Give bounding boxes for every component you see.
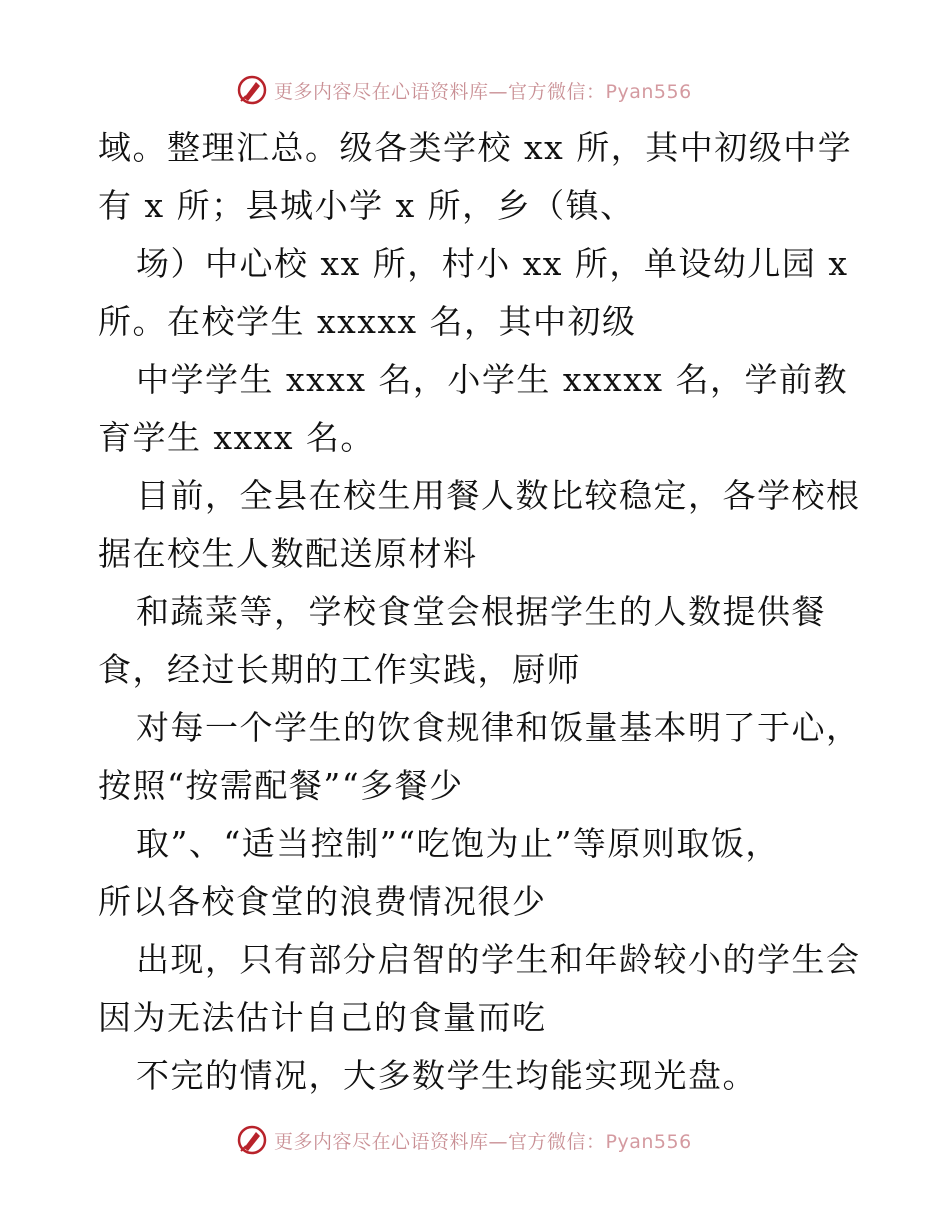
text-line: 有 x 所；县城小学 x 所，乡（镇、 xyxy=(98,186,635,225)
text-line: 据在校生人数配送原材料 xyxy=(98,534,478,573)
text-line: 出现，只有部分启智的学生和年龄较小的学生会 xyxy=(136,940,861,979)
text-line: 取”、“适当控制”“吃饱为止”等原则取饭， xyxy=(136,824,780,863)
pen-nib-circle-icon xyxy=(236,1124,268,1156)
text-line: 育学生 xxxx 名。 xyxy=(98,418,375,457)
text-line: 和蔬菜等，学校食堂会根据学生的人数提供餐 xyxy=(136,592,826,631)
watermark-wechat-id: Pyan556 xyxy=(605,80,692,103)
text-line: 不完的情况，大多数学生均能实现光盘。 xyxy=(136,1056,757,1095)
text-line: 中学学生 xxxx 名，小学生 xxxxx 名，学前教 xyxy=(136,360,848,399)
watermark-text xyxy=(274,77,692,104)
header-watermark xyxy=(236,72,692,108)
watermark-wechat-label: 官方微信： xyxy=(508,80,606,103)
text-line: 所以各校食堂的浪费情况很少 xyxy=(98,882,547,921)
text-line: 所。在校学生 xxxxx 名，其中初级 xyxy=(98,302,637,341)
text-line: 对每一个学生的饮食规律和饭量基本明了于心， xyxy=(136,708,861,747)
text-line: 按照“按需配餐”“多餐少 xyxy=(98,766,464,805)
watermark-separator: — xyxy=(488,80,509,103)
pen-nib-circle-icon xyxy=(236,74,268,106)
text-line: 场）中心校 xx 所，村小 xx 所，单设幼儿园 x xyxy=(136,244,849,283)
watermark-wechat-id: Pyan556 xyxy=(605,1130,692,1153)
watermark-main-text: 更多内容尽在心语资料库 xyxy=(274,1130,489,1153)
text-line: 食，经过长期的工作实践，厨师 xyxy=(98,650,581,689)
watermark-separator: — xyxy=(488,1130,509,1153)
text-line: 因为无法估计自己的食量而吃 xyxy=(98,998,547,1037)
footer-watermark xyxy=(236,1122,692,1158)
text-line: 域。整理汇总。级各类学校 xx 所，其中初级中学 xyxy=(98,128,853,167)
watermark-wechat-label: 官方微信： xyxy=(508,1130,606,1153)
watermark-text xyxy=(274,1127,692,1154)
watermark-main-text: 更多内容尽在心语资料库 xyxy=(274,80,489,103)
text-line: 目前，全县在校生用餐人数比较稳定，各学校根 xyxy=(136,476,861,515)
